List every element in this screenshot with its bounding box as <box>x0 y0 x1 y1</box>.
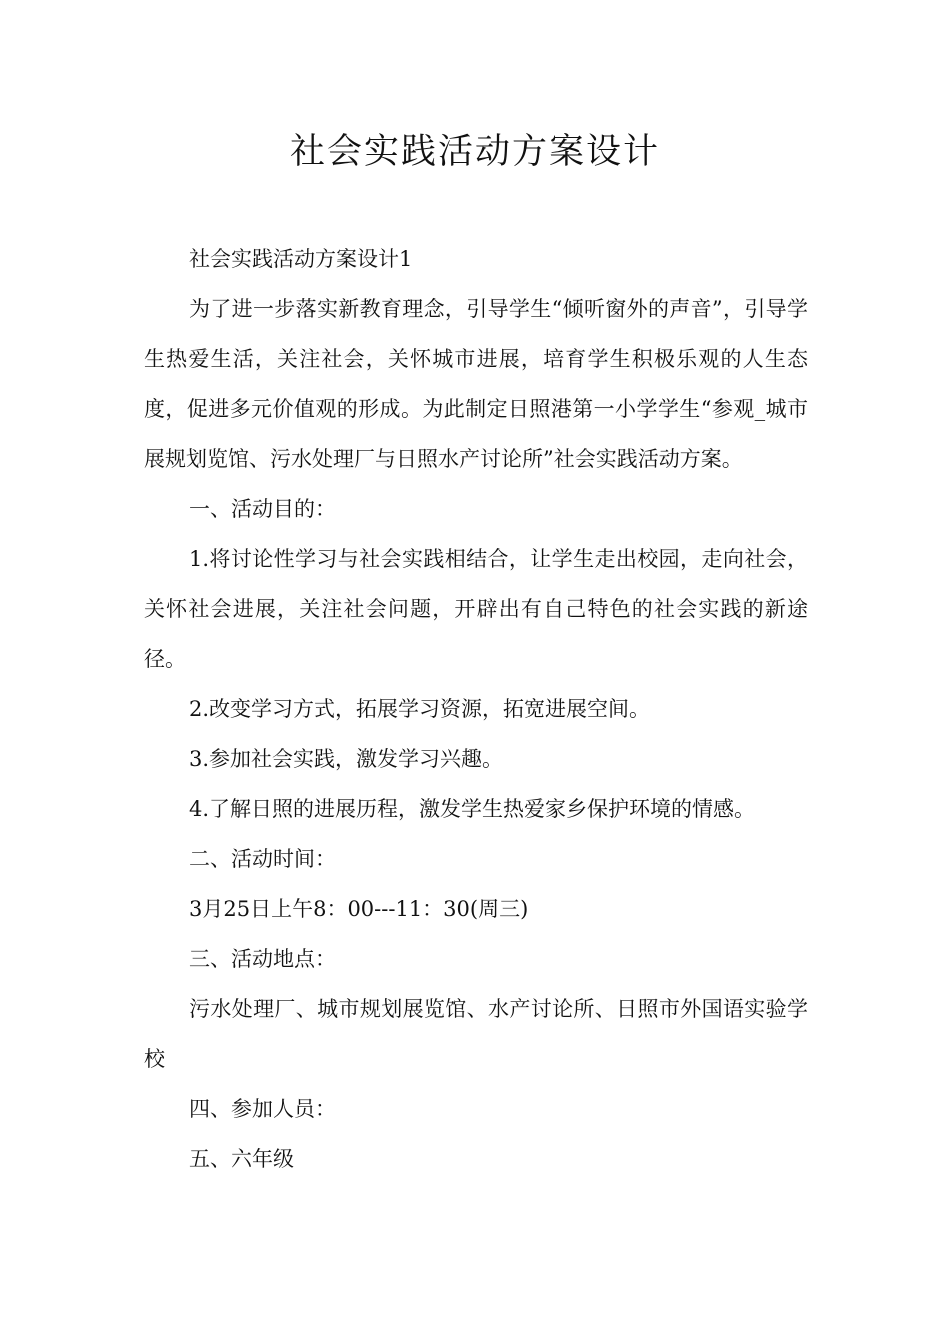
section-heading-location: 三、活动地点： <box>189 947 336 971</box>
purpose-item-2: 2.改变学习方式，拓展学习资源，拓宽进展空间。 <box>189 697 651 721</box>
section-heading-participants: 四、参加人员： <box>189 1097 336 1121</box>
document-body <box>144 234 808 1184</box>
time-paragraph: 3月25日上午8：00---11：30(周三) <box>189 897 529 921</box>
location-paragraph: 污水处理厂、城市规划展览馆、水产讨论所、日照市外国语实验学校 <box>144 997 808 1071</box>
participants-paragraph: 五、六年级 <box>189 1147 294 1171</box>
subtitle-paragraph: 社会实践活动方案设计1 <box>189 247 413 271</box>
purpose-item-4: 4.了解日照的进展历程，激发学生热爱家乡保护环境的情感。 <box>189 797 756 821</box>
document-title: 社会实践活动方案设计 <box>289 132 660 172</box>
section-heading-purpose: 一、活动目的： <box>189 497 336 521</box>
intro-paragraph: 为了进一步落实新教育理念，引导学生“倾听窗外的声音”，引导学生热爱生活，关注社会，关怀城市进展，培育学生积极乐观的人生态度，促进多元价值观的形成。为此制定日照港第一小学学生“参观_城市展规划览馆、污水处理厂与日照水产讨论所”社会实践活动方案。 <box>144 297 808 471</box>
purpose-item-3: 3.参加社会实践，激发学习兴趣。 <box>189 747 504 771</box>
purpose-item-1: 1.将讨论性学习与社会实践相结合，让学生走出校园，走向社会，关怀社会进展，关注社会问题，开辟出有自己特色的社会实践的新途径。 <box>144 547 808 671</box>
section-heading-time: 二、活动时间： <box>189 847 336 871</box>
